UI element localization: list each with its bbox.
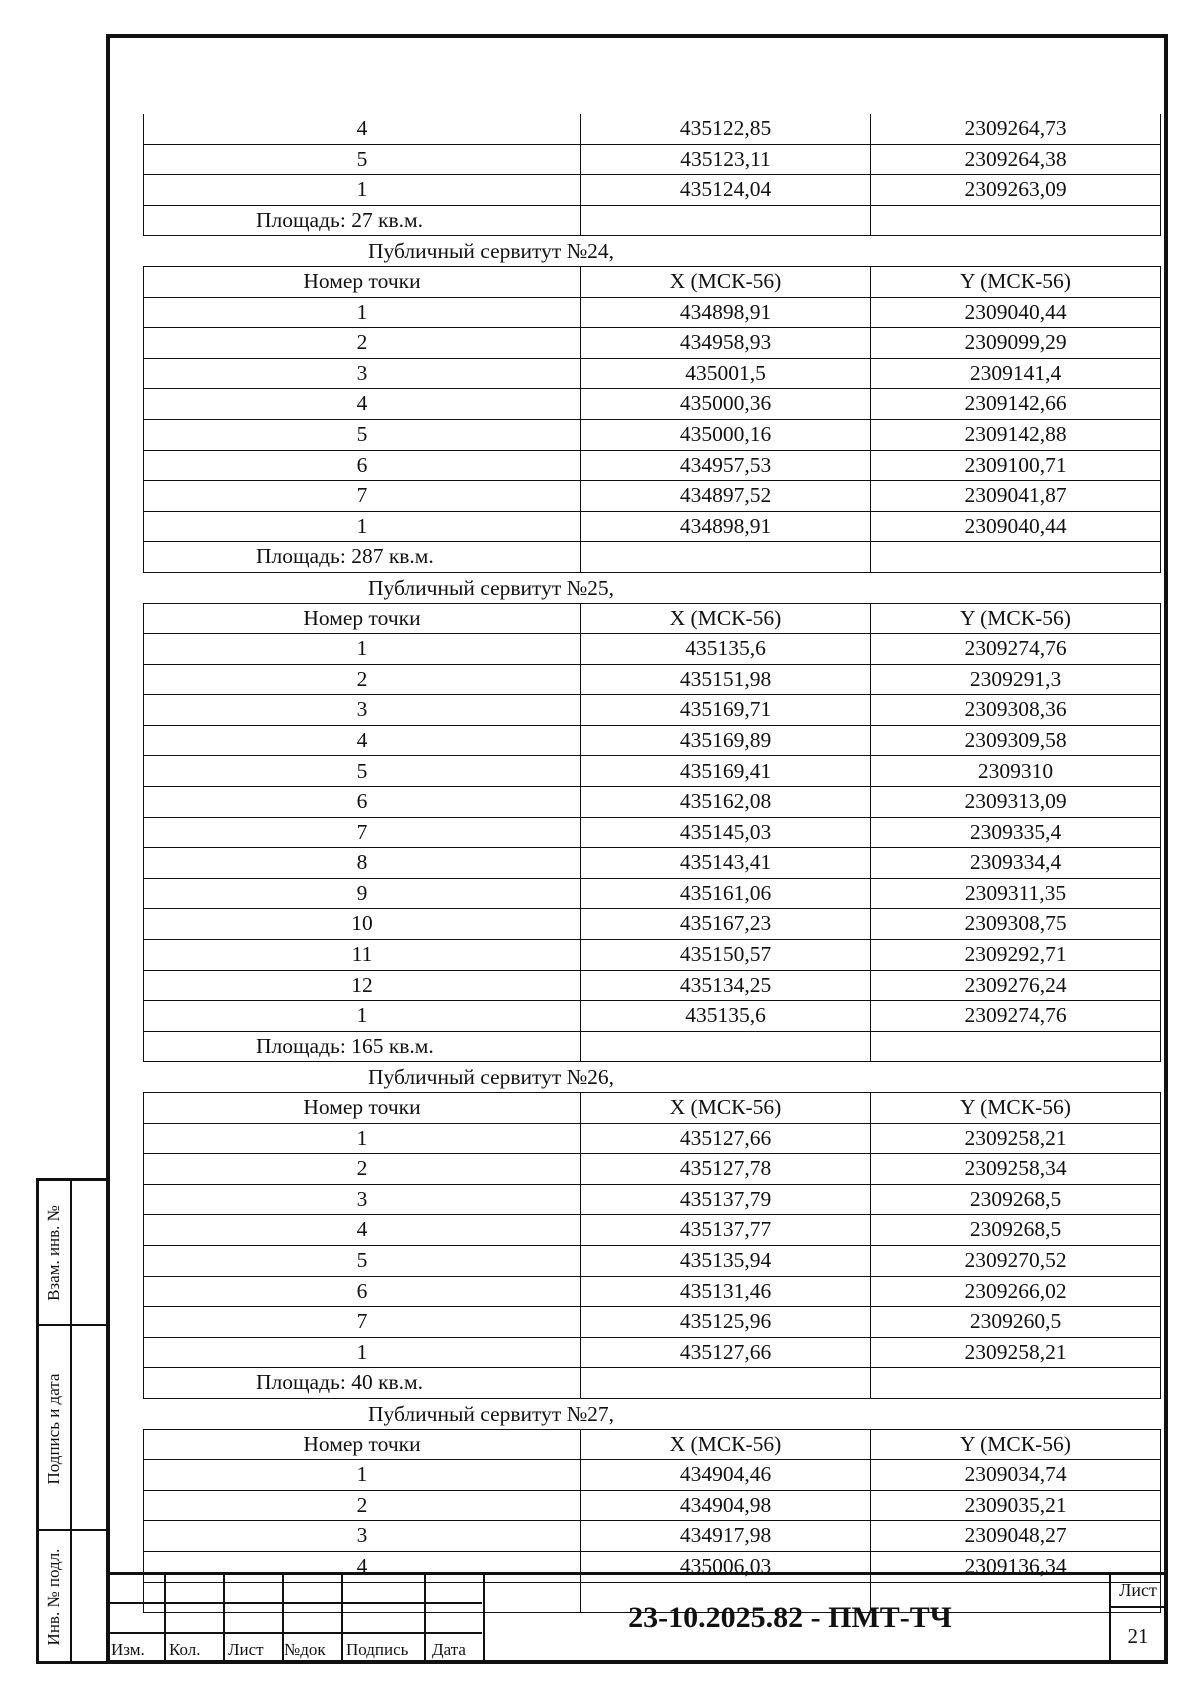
area-cell: Площадь: 40 кв.м.: [144, 1368, 581, 1399]
table-row: [144, 389, 1161, 420]
margin-label-inv-original: Инв. № подл.: [44, 1548, 63, 1646]
column-header: Y (МСК-56): [871, 1429, 1161, 1460]
table-header-row: [144, 1093, 1161, 1124]
point-number-cell: 1: [144, 1460, 581, 1491]
x-coordinate-cell: 435150,57: [581, 940, 871, 971]
y-coordinate-cell: 2309274,76: [871, 1001, 1161, 1032]
x-coordinate-cell: 435169,41: [581, 756, 871, 787]
stamp-col-change: Изм.: [111, 1640, 145, 1659]
column-header: X (МСК-56): [581, 1429, 871, 1460]
table-row: [144, 634, 1161, 665]
x-coordinate-cell: 434898,91: [581, 511, 871, 542]
table-row: [144, 1154, 1161, 1185]
point-number-cell: 3: [144, 1184, 581, 1215]
point-number-cell: 10: [144, 909, 581, 940]
x-coordinate-cell: 435169,71: [581, 695, 871, 726]
x-coordinate-cell: 435167,23: [581, 909, 871, 940]
x-coordinate-cell: 434904,46: [581, 1460, 871, 1491]
table-row: [144, 419, 1161, 450]
column-header: X (МСК-56): [581, 266, 871, 297]
column-header: Номер точки: [144, 603, 581, 634]
point-number-cell: 4: [144, 1215, 581, 1246]
x-coordinate-cell: 435137,77: [581, 1215, 871, 1246]
point-number-cell: 3: [144, 358, 581, 389]
column-header: Номер точки: [144, 1429, 581, 1460]
x-coordinate-cell: 435134,25: [581, 970, 871, 1001]
point-number-cell: 4: [144, 1551, 581, 1582]
area-row: [144, 542, 1161, 573]
x-coordinate-cell: 435123,11: [581, 144, 871, 175]
point-number-cell: 5: [144, 419, 581, 450]
y-coordinate-cell: 2309141,4: [871, 358, 1161, 389]
table-row: [144, 848, 1161, 879]
x-coordinate-cell: 435169,89: [581, 725, 871, 756]
x-coordinate-cell: 435161,06: [581, 878, 871, 909]
empty-cell: [871, 1368, 1161, 1399]
y-coordinate-cell: 2309034,74: [871, 1460, 1161, 1491]
point-number-cell: 1: [144, 175, 581, 206]
x-coordinate-cell: 435135,94: [581, 1245, 871, 1276]
stamp-col-doc: №док: [284, 1640, 326, 1659]
x-coordinate-cell: 435143,41: [581, 848, 871, 879]
coordinates-table: [143, 603, 1161, 1063]
empty-cell: [871, 542, 1161, 573]
table-row: [144, 1215, 1161, 1246]
y-coordinate-cell: 2309276,24: [871, 970, 1161, 1001]
table-row: [144, 144, 1161, 175]
table-header-row: [144, 603, 1161, 634]
table-row: [144, 1001, 1161, 1032]
y-coordinate-cell: 2309263,09: [871, 175, 1161, 206]
area-row: [144, 1031, 1161, 1062]
coordinates-table: [143, 114, 1161, 236]
stamp-col-count: Кол.: [169, 1640, 201, 1659]
y-coordinate-cell: 2309335,4: [871, 817, 1161, 848]
document-body: [143, 114, 1160, 1613]
point-number-cell: 2: [144, 328, 581, 359]
table-row: [144, 1337, 1161, 1368]
empty-cell: [581, 1368, 871, 1399]
y-coordinate-cell: 2309334,4: [871, 848, 1161, 879]
point-number-cell: 1: [144, 511, 581, 542]
area-cell: Площадь: 287 кв.м.: [144, 542, 581, 573]
y-coordinate-cell: 2309268,5: [871, 1184, 1161, 1215]
table-row: [144, 175, 1161, 206]
y-coordinate-cell: 2309041,87: [871, 481, 1161, 512]
table-row: [144, 725, 1161, 756]
table-row: [144, 1521, 1161, 1552]
point-number-cell: 4: [144, 114, 581, 144]
table-row: [144, 909, 1161, 940]
y-coordinate-cell: 2309270,52: [871, 1245, 1161, 1276]
point-number-cell: 9: [144, 878, 581, 909]
table-row: [144, 756, 1161, 787]
title-block: [106, 1572, 1168, 1664]
x-coordinate-cell: 435145,03: [581, 817, 871, 848]
point-number-cell: 1: [144, 634, 581, 665]
servitude-caption: Публичный сервитут №25,: [368, 575, 615, 600]
point-number-cell: 2: [144, 1154, 581, 1185]
empty-cell: [581, 205, 871, 236]
y-coordinate-cell: 2309099,29: [871, 328, 1161, 359]
column-header: Y (МСК-56): [871, 266, 1161, 297]
y-coordinate-cell: 2309313,09: [871, 787, 1161, 818]
x-coordinate-cell: 434917,98: [581, 1521, 871, 1552]
y-coordinate-cell: 2309308,36: [871, 695, 1161, 726]
table-row: [144, 878, 1161, 909]
x-coordinate-cell: 435127,66: [581, 1337, 871, 1368]
point-number-cell: 8: [144, 848, 581, 879]
x-coordinate-cell: 435131,46: [581, 1276, 871, 1307]
table-row: [144, 787, 1161, 818]
coordinates-table: [143, 1092, 1161, 1399]
x-coordinate-cell: 434957,53: [581, 450, 871, 481]
point-number-cell: 4: [144, 389, 581, 420]
margin-stamp: [36, 1178, 110, 1664]
point-number-cell: 1: [144, 1123, 581, 1154]
x-coordinate-cell: 435122,85: [581, 114, 871, 144]
table-row: [144, 817, 1161, 848]
point-number-cell: 11: [144, 940, 581, 971]
table-row: [144, 940, 1161, 971]
x-coordinate-cell: 435124,04: [581, 175, 871, 206]
x-coordinate-cell: 435006,03: [581, 1551, 871, 1582]
point-number-cell: 7: [144, 481, 581, 512]
x-coordinate-cell: 435000,36: [581, 389, 871, 420]
area-cell: Площадь: 27 кв.м.: [144, 205, 581, 236]
point-number-cell: 3: [144, 695, 581, 726]
servitude-caption: Публичный сервитут №27,: [368, 1401, 615, 1426]
point-number-cell: 3: [144, 1521, 581, 1552]
y-coordinate-cell: 2309100,71: [871, 450, 1161, 481]
table-row: [144, 328, 1161, 359]
point-number-cell: 6: [144, 450, 581, 481]
x-coordinate-cell: 435125,96: [581, 1307, 871, 1338]
table-header-row: [144, 266, 1161, 297]
column-header: X (МСК-56): [581, 603, 871, 634]
point-number-cell: 5: [144, 756, 581, 787]
x-coordinate-cell: 435135,6: [581, 634, 871, 665]
x-coordinate-cell: 435162,08: [581, 787, 871, 818]
x-coordinate-cell: 435001,5: [581, 358, 871, 389]
table-row: [144, 1490, 1161, 1521]
y-coordinate-cell: 2309292,71: [871, 940, 1161, 971]
table-row: [144, 511, 1161, 542]
area-row: [144, 1368, 1161, 1399]
table-row: [144, 970, 1161, 1001]
y-coordinate-cell: 2309310: [871, 756, 1161, 787]
table-row: [144, 1123, 1161, 1154]
y-coordinate-cell: 2309264,38: [871, 144, 1161, 175]
x-coordinate-cell: 435137,79: [581, 1184, 871, 1215]
y-coordinate-cell: 2309308,75: [871, 909, 1161, 940]
y-coordinate-cell: 2309266,02: [871, 1276, 1161, 1307]
point-number-cell: 2: [144, 664, 581, 695]
y-coordinate-cell: 2309035,21: [871, 1490, 1161, 1521]
empty-cell: [581, 1031, 871, 1062]
table-row: [144, 114, 1161, 144]
point-number-cell: 6: [144, 1276, 581, 1307]
y-coordinate-cell: 2309258,34: [871, 1154, 1161, 1185]
y-coordinate-cell: 2309048,27: [871, 1521, 1161, 1552]
x-coordinate-cell: 434897,52: [581, 481, 871, 512]
column-header: Номер точки: [144, 266, 581, 297]
y-coordinate-cell: 2309291,3: [871, 664, 1161, 695]
area-row: [144, 205, 1161, 236]
point-number-cell: 5: [144, 1245, 581, 1276]
y-coordinate-cell: 2309142,66: [871, 389, 1161, 420]
empty-cell: [871, 205, 1161, 236]
empty-cell: [581, 542, 871, 573]
column-header: Y (МСК-56): [871, 603, 1161, 634]
x-coordinate-cell: 434904,98: [581, 1490, 871, 1521]
y-coordinate-cell: 2309258,21: [871, 1123, 1161, 1154]
y-coordinate-cell: 2309311,35: [871, 878, 1161, 909]
x-coordinate-cell: 435000,16: [581, 419, 871, 450]
point-number-cell: 5: [144, 144, 581, 175]
table-row: [144, 481, 1161, 512]
y-coordinate-cell: 2309309,58: [871, 725, 1161, 756]
y-coordinate-cell: 2309274,76: [871, 634, 1161, 665]
margin-label-inv-replace: Взам. инв. №: [44, 1205, 63, 1301]
y-coordinate-cell: 2309040,44: [871, 511, 1161, 542]
table-row: [144, 358, 1161, 389]
point-number-cell: 6: [144, 787, 581, 818]
column-header: Y (МСК-56): [871, 1093, 1161, 1124]
y-coordinate-cell: 2309264,73: [871, 114, 1161, 144]
table-row: [144, 1276, 1161, 1307]
stamp-col-sheet: Лист: [228, 1640, 264, 1659]
column-header: Номер точки: [144, 1093, 581, 1124]
table-row: [144, 450, 1161, 481]
x-coordinate-cell: 435127,78: [581, 1154, 871, 1185]
x-coordinate-cell: 435151,98: [581, 664, 871, 695]
margin-label-signature-date: Подпись и дата: [44, 1373, 63, 1485]
x-coordinate-cell: 434898,91: [581, 297, 871, 328]
x-coordinate-cell: 435135,6: [581, 1001, 871, 1032]
x-coordinate-cell: 435127,66: [581, 1123, 871, 1154]
point-number-cell: 1: [144, 1337, 581, 1368]
y-coordinate-cell: 2309040,44: [871, 297, 1161, 328]
point-number-cell: 1: [144, 1001, 581, 1032]
y-coordinate-cell: 2309136,34: [871, 1551, 1161, 1582]
y-coordinate-cell: 2309268,5: [871, 1215, 1161, 1246]
table-row: [144, 664, 1161, 695]
table-row: [144, 1460, 1161, 1491]
table-row: [144, 1245, 1161, 1276]
table-row: [144, 1307, 1161, 1338]
sheet-number: 21: [1127, 1624, 1149, 1648]
sheet-label: Лист: [1119, 1580, 1157, 1600]
servitude-caption: Публичный сервитут №26,: [368, 1065, 615, 1090]
point-number-cell: 4: [144, 725, 581, 756]
x-coordinate-cell: 434958,93: [581, 328, 871, 359]
stamp-col-signature: Подпись: [346, 1640, 409, 1659]
y-coordinate-cell: 2309258,21: [871, 1337, 1161, 1368]
table-row: [144, 695, 1161, 726]
y-coordinate-cell: 2309260,5: [871, 1307, 1161, 1338]
point-number-cell: 7: [144, 817, 581, 848]
point-number-cell: 1: [144, 297, 581, 328]
y-coordinate-cell: 2309142,88: [871, 419, 1161, 450]
column-header: X (МСК-56): [581, 1093, 871, 1124]
coordinates-table: [143, 266, 1161, 573]
point-number-cell: 12: [144, 970, 581, 1001]
stamp-col-date: Дата: [432, 1640, 466, 1659]
table-row: [144, 1184, 1161, 1215]
table-header-row: [144, 1429, 1161, 1460]
document-number: 23-10.2025.82 - ПМТ-ТЧ: [628, 1601, 952, 1634]
servitude-caption: Публичный сервитут №24,: [368, 239, 615, 264]
point-number-cell: 2: [144, 1490, 581, 1521]
area-cell: Площадь: 165 кв.м.: [144, 1031, 581, 1062]
table-row: [144, 297, 1161, 328]
empty-cell: [871, 1031, 1161, 1062]
point-number-cell: 7: [144, 1307, 581, 1338]
